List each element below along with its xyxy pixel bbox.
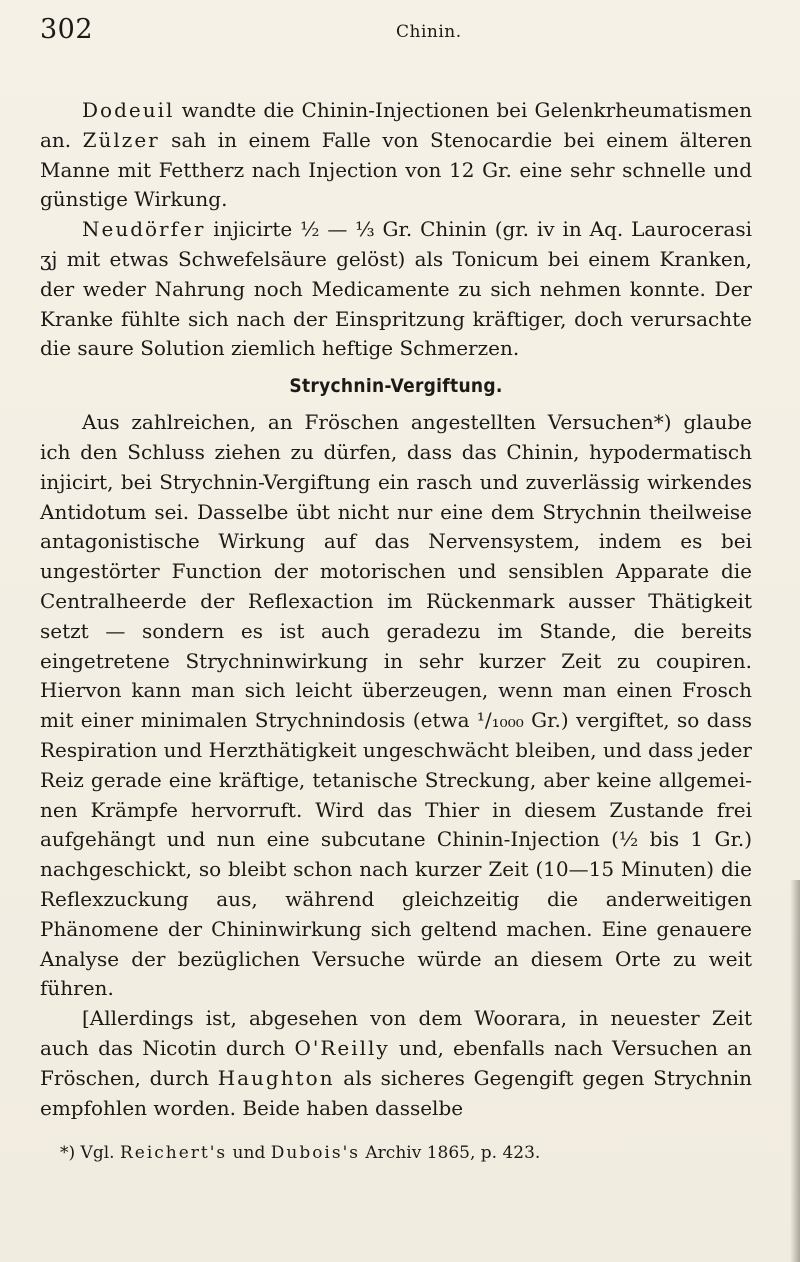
footnote bbox=[40, 1141, 752, 1165]
paragraph-text: [Allerdings ist, abgesehen von dem Woorara, in neuester Zeit auch das Nicotin durch bbox=[40, 1006, 752, 1060]
page-number: 302 bbox=[40, 14, 94, 45]
footnote-text: Archiv 1865, p. 423. bbox=[360, 1143, 541, 1164]
paragraph-text: injicirte ½ — ⅓ Gr. Chinin (gr. iv in Aq. Laurocerasi ʒj mit etwas Schwefelsäure gelöst) als Tonicum bei einem Kranken, der weder Nahrung noch Medicamente zu sich nehmen konnte. Der Kranke fühlte sich nach der Einspritzung kräftiger, doch verursachte die saure Solution ziemlich heftige Schmerzen. bbox=[40, 217, 752, 361]
paragraph-text: und, ebenfalls nach Versuchen an Fröschen, durch bbox=[40, 1035, 752, 1090]
section-heading: Strychnin-Vergiftung. bbox=[289, 375, 503, 398]
author-name: Neudörfer bbox=[82, 217, 206, 242]
page-edge-shadow bbox=[790, 880, 800, 1262]
page-header bbox=[40, 14, 760, 54]
running-head: Chinin. bbox=[396, 22, 462, 42]
footnote-text: und bbox=[227, 1143, 271, 1164]
footnote-author: Dubois's bbox=[270, 1143, 360, 1164]
footnote-author: Reichert's bbox=[119, 1143, 228, 1164]
footnote-marker: *) Vgl. bbox=[60, 1143, 120, 1164]
paragraph-strychnin: Aus zahlreichen, an Fröschen angestellten Versuchen*) glaube ich den Schluss ziehen zu dürfen, dass das Chinin, hypodermatisch injicirt, bei Strychnin-Vergiftung ein rasch und zuverlässig wirkendes Antidotum sei. Dasselbe übt nicht nur eine dem Strychnin theilweise antagonistische Wirkung auf das Nervensystem, indem es bei ungestörter Function der motorischen und sensiblen Apparate die Centralheerde der Reflexaction im Rückenmark ausser Thätigkeit setzt — sondern es ist auch geradezu im Stande, die bereits eingetretene Strychninwirkung in sehr kurzer Zeit zu coupiren. Hiervon kann man sich leicht überzeugen, wenn man einen Frosch mit einer minimalen Strychnindosis (etwa ¹/₁₀₀₀ Gr.) vergiftet, so dass Respiration und Herzthätigkeit ungeschwächt bleiben, und dass jeder Reiz gerade eine kräftige, tetanische Streckung, aber keine allgemeinen Krämpfe hervorruft. Wird das Thier in diesem Zustande frei aufgehängt und nun eine subcutane Chinin-Injection (½ bis 1 Gr.) nachgeschickt, so bleibt schon nach kurzer Zeit (10—15 Minuten) die Reflexzuckung aus, während gleichzeitig die anderweitigen Phänomene der Chininwirkung sich geltend machen. Eine genauere Analyse der bezüglichen Versuche würde an diesem Orte zu weit führen. bbox=[40, 410, 752, 1001]
author-name: Dodeuil bbox=[82, 98, 175, 122]
paragraph-text: als sicheres Gegengift gegen Strychnin empfohlen worden. Beide haben dasselbe bbox=[40, 1065, 752, 1120]
paragraph-text: sah in einem Falle von Stenocardie bei einem älteren Manne mit Fettherz nach Injection von 12 Gr. eine sehr schnelle und günstige Wirkung. bbox=[40, 127, 752, 212]
paragraph-text: wandte die Chinin-Injectionen bei Gelenkrheumatismen an. bbox=[40, 98, 752, 152]
paragraph-neudoerfer bbox=[40, 215, 752, 364]
paragraph-allerdings bbox=[40, 1004, 752, 1123]
author-name: Zülzer bbox=[82, 127, 160, 152]
author-name: O'Reilly bbox=[294, 1035, 390, 1060]
body-text bbox=[40, 96, 752, 1165]
paragraph-dodeuil bbox=[40, 96, 752, 215]
author-name: Haughton bbox=[217, 1065, 335, 1090]
